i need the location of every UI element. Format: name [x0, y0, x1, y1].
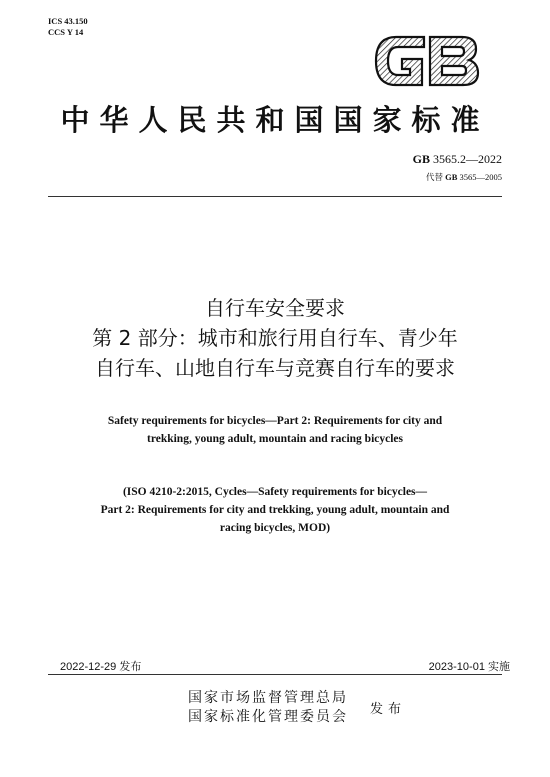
replaces-prefix: GB [445, 172, 458, 182]
title-cn-line: 自行车、山地自行车与竞赛自行车的要求 [95, 356, 455, 380]
footer-divider [48, 674, 502, 675]
title-cn-line: 第 2 部分：城市和旅行用自行车、青少年 [92, 326, 458, 350]
title-english [60, 412, 490, 448]
classification-codes [48, 16, 88, 38]
iso-line: (ISO 4210-2:2015, Cycles—Safety requirements for bicycles— [122, 486, 428, 498]
title-en-line: Safety requirements for bicycles—Part 2: Requirements for city and [107, 415, 443, 427]
issuer-samr: 国家市场监督管理总局 [188, 690, 348, 706]
publish-date: 2022-12-29 发布 [60, 661, 142, 673]
replaces-code: 3565—2005 [459, 172, 502, 182]
iso-reference [60, 483, 490, 537]
replaces-standard [426, 171, 502, 183]
ics-code: ICS 43.150 [48, 16, 88, 26]
implement-date: 2023-10-01 实施 [428, 661, 510, 673]
header-divider [48, 196, 502, 197]
issuing-authorities [188, 689, 348, 727]
replaces-label: 代替 [425, 172, 443, 182]
title-cn-line: 自行车安全要求 [205, 296, 345, 320]
iso-line: racing bicycles, MOD) [219, 522, 331, 534]
title-en-line: trekking, young adult, mountain and racing bicycles [146, 433, 404, 445]
issuer-sac: 国家标准化管理委员会 [188, 709, 348, 725]
gb-logo [366, 27, 486, 95]
ccs-code: CCS Y 14 [48, 27, 84, 37]
national-standard-heading: 中华人民共和国国家标准 [60, 103, 490, 137]
title-chinese [0, 293, 550, 383]
iso-line: Part 2: Requirements for city and trekking, young adult, mountain and [100, 504, 450, 516]
standard-code: 3565.2—2022 [433, 152, 502, 166]
issue-word: 发布 [370, 702, 407, 717]
standard-number [413, 152, 502, 167]
standard-prefix: GB [412, 152, 430, 166]
